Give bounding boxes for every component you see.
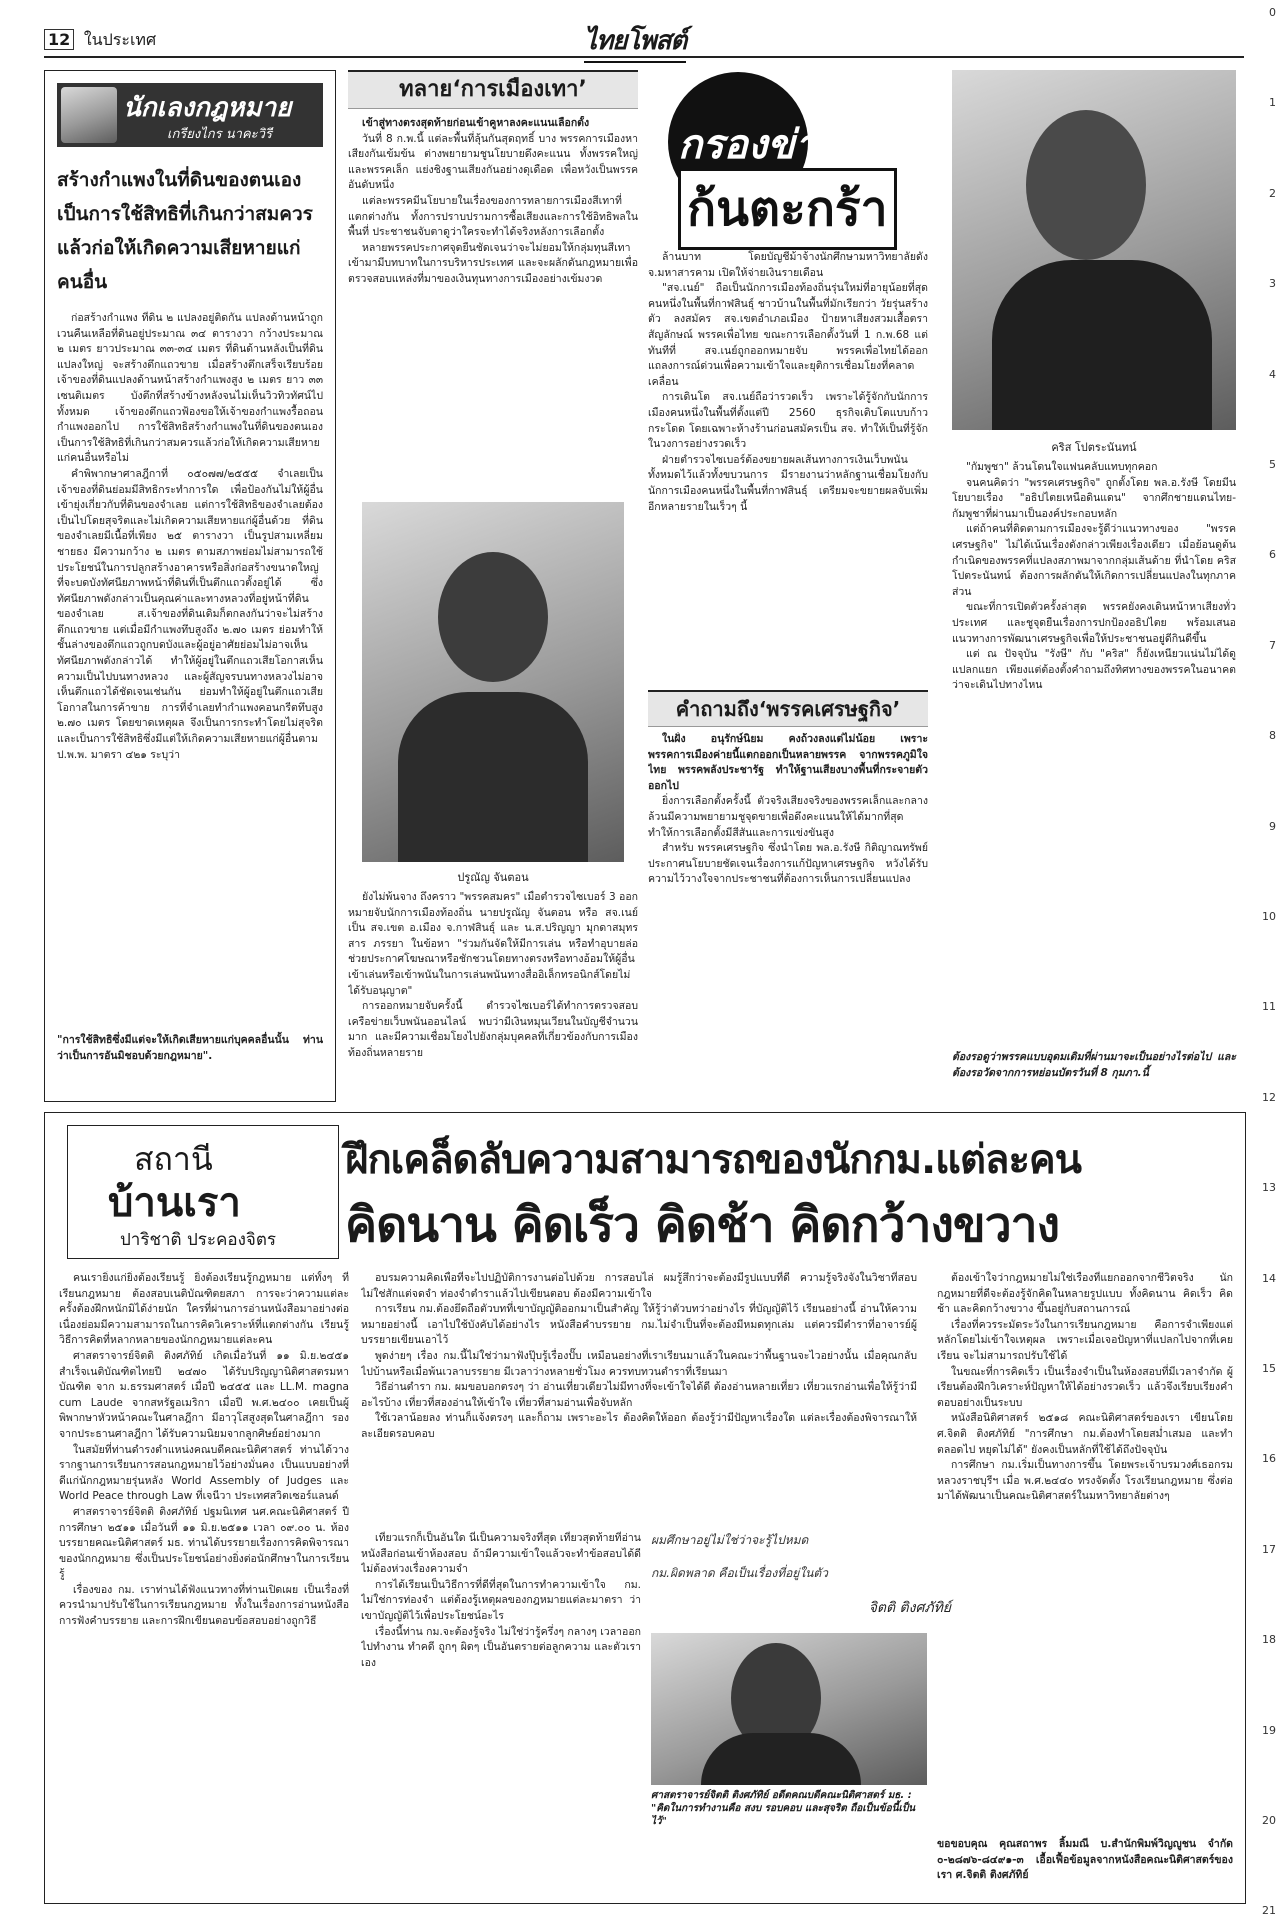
krong-khao-line1: กรองข่าว [678, 122, 840, 168]
suspect-photo-caption: ปรูณัญ จันตอน [457, 871, 529, 884]
article-para-5: การออกหมายจับครั้งนี้ ตำรวจไซเบอร์ได้ทำการตรวจสอบเครือข่ายเว็บพนันออนไลน์ พบว่ามีเงินหมุนเวียนในบัญชีจำนวนมาก และมีความเชื่อมโยงไปยังกลุ่มบุคคลที่เกี่ยวข้องกับการเมืองท้องถิ่นหลายราย [348, 1000, 638, 1059]
station-col2 [361, 1271, 917, 1521]
page-ruler [1256, 0, 1286, 1920]
lawyer-para-1: ก่อสร้างกำแพง ที่ดิน ๒ แปลงอยู่ติดกัน แปลงด้านหน้าถูกเวนคืนเหลือที่ดินอยู่ประมาณ ๓๔ ตารางวา กว้างประมาณ ๒ เมตร ยาวประมาณ ๓๓-๓๔ เมตร ที่ดินด้านหลังเป็นที่ดินแปลงใหญ่ จะสร้างตึกแถวขาย เมื่อสร้างตึกเสร็จเรียบร้อย เจ้าของที่ดินแปลงด้านหน้าสร้างกำแพงสูง ๒ เมตร ยาว ๓๓ เซนติเมตร บังตึกที่สร้างข้างหลังจนไม่เห็นวิวทิวทัศน์ไปทั้งหมด เจ้าของตึกแถวฟ้องขอให้เจ้าของกำแพงรื้อถอนกำแพงออกไป การใช้สิทธิสร้างกำแพงในที่ดินของตนเองเป็นการใช้สิทธิที่เกินกว่าสมควรแล้วก่อให้เกิดความเสียหายแก่คนอื่นหรือไม่ [57, 312, 323, 465]
article-gray-politics [348, 70, 638, 1100]
note-line-1: ผมศึกษาอยู่ไม่ใช่ว่าจะรู้ไปหมด [651, 1533, 809, 1547]
station-col1-para-5: เรื่องของ กม. เราท่านได้ฟังแนวทางที่ท่านเปิดเผย เป็นเรื่องที่ควรนำมาปรับใช้ในการเรียนกฎหมาย ทั้งในเรื่องการอ่านหนังสือ การฟังคำบรรยาย และการฝึกเขียนตอบข้อสอบอย่างถูกวิธี [59, 1583, 349, 1628]
station-box-main: บ้านเรา [108, 1179, 241, 1226]
section-name: ในประเทศ [83, 30, 157, 49]
banner-author: เกรียงไกร นาคะวิรี [167, 127, 272, 142]
ruler-mark: 2 [1269, 186, 1276, 200]
ruler-mark: 7 [1269, 638, 1276, 652]
station-col2-para-5: ใช้เวลาน้อยลง ท่านก็แจ้งตรงๆ และก็ถาม เพราะอะไร ต้องคิดให้ออก ต้องรู้ว่ามีปัญหาเรื่องใด แต่ละเรื่องต้องพิจารณาให้ละเอียดรอบคอบ [361, 1412, 917, 1440]
article-para-3: หลายพรรคประกาศจุดยืนชัดเจนว่าจะไม่ยอมให้กลุ่มทุนสีเทาเข้ามามีบทบาทในการบริหารประเทศ และจะผลักดันกฎหมายเพื่อตรวจสอบแหล่งที่มาของเงินทุนทางการเมืองอย่างเข้มงวด [348, 241, 638, 285]
ruler-mark: 17 [1262, 1542, 1276, 1556]
suspect-photo [362, 502, 624, 862]
ruler-mark: 10 [1262, 910, 1276, 923]
politician-caption: คริส โปตระนันทน์ [1051, 441, 1137, 454]
article-lead: เข้าสู่ทางตรงสุดท้ายก่อนเข้าคูหาลงคะแนนเลือกตั้ง [362, 117, 590, 129]
note-signature: จิตติ ติงศภัทิย์ [868, 1600, 951, 1616]
ruler-mark: 3 [1269, 277, 1276, 291]
ruler-mark: 9 [1269, 819, 1276, 833]
handwritten-note [651, 1531, 951, 1627]
ruler-mark: 20 [1262, 1814, 1276, 1827]
page-number: 12 [44, 29, 74, 50]
station-section [44, 1112, 1246, 1904]
ruler-mark: 1 [1269, 96, 1276, 110]
lawyer-para-2: คำพิพากษาศาลฎีกาที่ ๐๕๐๗๗/๒๕๕๕ จำเลยเป็นเจ้าของที่ดินย่อมมีสิทธิกระทำการใด เพื่อป้องกันไม่ให้ผู้อื่นเข้ายุ่งเกี่ยวกับที่ดินของจำเลย แต่การใช้สิทธิของจำเลยต้องเป็นไปโดยสุจริตและไม่เกิดความเสียหายแก่ผู้อื่นด้วย ที่ดินของจำเลยมีเนื้อที่เพียง ๒๕ ตารางวา เป็นรูปสามเหลี่ยมชายธง มีความกว้าง ๒ เมตร ตามสภาพย่อมไม่สามารถใช้ประโยชน์ในการปลูกสร้างอาคารหรือสิ่งก่อสร้างขนาดใหญ่ที่จะบดบังทัศนียภาพหน้าที่ดินที่เป็นตึกแถวตั้งอยู่ได้ ซึ่งทัศนียภาพดังกล่าวเป็นคุณค่าและทางหลวงที่อยู่หน้าที่ดินของจำเลย ส.เจ้าของที่ดินเดิมก็ตกลงกันว่าจะไม่สร้างตึกแถวขาย แต่เมื่อมีกำแพงทึบสูงถึง ๒.๗๐ เมตร ย่อมทำให้ชั้นล่างของตึกแถวถูกบดบังและผู้อยู่อาศัยย่อมไม่อาจเห็นทัศนียภาพดังกล่าวได้ ทำให้ผู้อยู่ในตึกแถวเสียโอกาสเห็นความเป็นไปบนทางหลวง และผู้สัญจรบนทางหลวงไม่อาจเห็นตึกแถวได้ชัดเจนเช่นกัน ย่อมทำให้ผู้อยู่ในตึกแถวเสียโอกาสในการค้าขาย การที่จำเลยทำกำแพงคอนกรีตทึบสูง ๒.๗๐ เมตร โดยขาดเหตุผล จึงเป็นการกระทำโดยไม่สุจริต และเป็นการใช้สิทธิซึ่งมีแต่ให้เกิดความเสียหายแก่ผู้อื่นตาม ป.พ.พ. มาตรา ๔๒๑ ระบุว่า [57, 467, 323, 761]
econ-body [648, 732, 928, 1100]
station-col3-para-1: ต้องเข้าใจว่ากฎหมายไม่ใช่เรื่องที่แยกออกจากชีวิตจริง นักกฎหมายที่ดีจะต้องรู้จักคิดในหลายรูปแบบ ทั้งคิดนาน คิดเร็ว คิดช้า และคิดกว้างขวาง ขึ้นอยู่กับสถานการณ์ [937, 1272, 1233, 1316]
econ-col2 [952, 460, 1236, 1040]
tao-col2 [648, 250, 928, 680]
politician-photo [952, 70, 1236, 430]
ruler-mark: 12 [1262, 1090, 1276, 1104]
econ-col2-para-2: จนคนคิดว่า "พรรคเศรษฐกิจ" ถูกตั้งโดย พล.อ.รังษี โดยมีนโยบายเรื่อง "อธิปไตยเหนือดินแดน" จากศึกชายแดนไทย-กัมพูชาที่ผ่านมาเป็นองค์ประกอบหลัก [952, 476, 1236, 520]
econ-title: คำถามถึง‘พรรคเศรษฐกิจ’ [648, 690, 928, 727]
ruler-mark: 19 [1262, 1723, 1276, 1737]
station-col1-para-4: ศาสตราจารย์จิตติ ติงศภัทิย์ ปฐมนิเทศ นศ.คณะนิติศาสตร์ ปีการศึกษา ๒๕๑๑ เมื่อวันที่ ๑๑ มิ.ย.๒๕๑๑ เวลา ๐๙.๐๐ น. ห้องบรรยายคณะนิติศาสตร์ มธ. ท่านได้บรรยายเรื่องการคิดพิจารณาของนักกฎหมาย ซึ่งเป็นประโยชน์อย่างยิ่งต่อนักศึกษาในการเรียนรู้ [59, 1505, 349, 1581]
lawyer-banner [57, 83, 323, 147]
tao-col2-para-1: ล้านบาท โดยบัญชีม้าจ้างนักศึกษามหาวิทยาลัยดัง จ.มหาสารคาม เปิดให้จ่ายเงินรายเดือน [648, 251, 928, 279]
station-col3-para-3: ในขณะที่การคิดเร็ว เป็นเรื่องจำเป็นในห้องสอบที่มีเวลาจำกัด ผู้เรียนต้องฝึกวิเคราะห์ปัญหาให้ได้อย่างรวดเร็ว แล้วจึงเรียบเรียงคำตอบอย่างเป็นระบบ [937, 1365, 1233, 1409]
station-col3-para-4: หนังสือนิติศาสตร์ ๒๕๑๘ คณะนิติศาสตร์ของเรา เขียนโดย ศ.จิตติ ติงศภัทิย์ "การศึกษา กม.ต้องทำโดยสม่ำเสมอ และทำตลอดไป หยุดไม่ได้" ยังคงเป็นหลักที่ใช้ได้ถึงปัจจุบัน [937, 1412, 1233, 1456]
lawyer-headline: สร้างกำแพงในที่ดินของตนเองเป็นการใช้สิทธิที่เกินกว่าสมควรแล้วก่อให้เกิดความเสียหายแก่คนอื่น [57, 169, 313, 293]
econ-col2-para-5: แต่ ณ ปัจจุบัน "รังษี" กับ "คริส" ก็ยังเหนียวแน่นไม่ได้ดูแปลกแยก เพียงแต่ต้องตั้งคำถามถึงทิศทางของพรรคในอนาคตว่าจะเดินไปทางไหน [952, 648, 1236, 692]
article-body-2 [348, 890, 638, 1100]
krong-khao-logo [648, 72, 928, 242]
econ-closing: ต้องรอดูว่าพรรคแบบอุดมเดิมที่ผ่านมาจะเป็นอย่างไรต่อไป และต้องรอวัดจากการหย่อนบัตรวันที่ 8 กุมภา.นี้ [952, 1051, 1236, 1079]
tao-col2-para-2: "สจ.เนย์" ถือเป็นนักการเมืองท้องถิ่นรุ่นใหม่ที่อายุน้อยที่สุดคนหนึ่งในพื้นที่กาฬสินธุ์ ชาวบ้านในพื้นที่มักเรียกว่า วัยรุ่นสร้างตัว ลงสมัคร สจ.เขตอำเภอเมือง ป้ายหาเสียงสวมเสื้อตราสัญลักษณ์ พรรคเพื่อไทย ขณะการเลือกตั้งวันที่ 1 ก.พ.68 แต่ทันทีที่ สจ.เนย์ถูกออกหมายจับ พรรคเพื่อไทยได้ออกแถลงการณ์ด่วนเพื่อความเข้าใจและยุติการเชื่อมโยงที่คลาดเคลื่อน [648, 282, 928, 388]
ruler-mark: 4 [1269, 367, 1276, 381]
ruler-mark: 15 [1262, 1362, 1276, 1375]
station-col2-after [361, 1531, 641, 1891]
professor-caption: ศาสตราจารย์จิตติ ติงศภัทิย์ อดีตคณบดีคณะนิติศาสตร์ มธ. : "คิดในการทำงานคือ สงบ รอบคอบ และสุจริต ถือเป็นข้อนี้เป็นไว้" [651, 1790, 916, 1827]
krong-khao-line2: ก้นตะกร้า [678, 168, 897, 250]
station-col2-para-1: อบรมความคิดเพื่อที่จะไปปฏิบัติการงานต่อไปด้วย การสอบไล่ ผมรู้สึกว่าจะต้องมีรูปแบบที่ดี ความรู้จริงจังในวิชาที่สอบ ไม่ใช่สักแต่จดจำ ท่องจำตำราแล้วไปเขียนตอบ ต้องมีความเข้าใจ [361, 1272, 917, 1300]
station-col3-para-5: การศึกษา กม.เริ่มเป็นทางการขึ้น โดยพระเจ้าบรมวงศ์เธอกรมหลวงราชบุรีฯ เมื่อ พ.ศ.๒๔๔๐ ทรงจัดตั้ง โรงเรียนกฎหมาย ซึ่งต่อมาได้พัฒนาเป็นคณะนิติศาสตร์ในมหาวิทยาลัยต่างๆ [937, 1459, 1233, 1503]
ruler-mark: 18 [1262, 1633, 1276, 1647]
note-line-2: กม.ผิดพลาด คือเป็นเรื่องที่อยู่ในตัว [651, 1566, 828, 1580]
tao-col2-para-4: ฝ่ายตำรวจไซเบอร์ต้องขยายผลเส้นทางการเงินเว็บพนันทั้งหมดไว้แล้วทั้งขบวนการ มีรายงานว่าหลักฐานเชื่อมโยงกับนักการเมืองคนหนึ่งในพื้นที่กาฬสินธุ์ เตรียมจะขยายผลจับเพิ่มอีกหลายรายในเร็วๆ นี้ [648, 453, 928, 513]
station-author: ปาริชาติ ประคองจิตร [120, 1230, 277, 1250]
ruler-mark: 21 [1262, 1904, 1276, 1918]
econ-para-1: ในฝั่ง อนุรักษ์นิยม คงถ้วงลงแต่ไม่น้อย เพราะพรรคการเมืองค่ายนี้แตกออกเป็นหลายพรรค จากพรรคภูมิใจไทย พรรคพลังประชารัฐ ทำให้ฐานเสียงบางพื้นที่กระจายตัวออกไป [648, 733, 928, 792]
banner-title: นักเลงกฎหมาย [123, 93, 292, 123]
station-box-top: สถานี [134, 1140, 213, 1178]
station-col2-para-2: การเรียน กม.ต้องยึดถือตัวบทที่เขาบัญญัติออกมาเป็นสำคัญ ให้รู้ว่าตัวบทว่าอย่างไร ที่บัญญัติไว้ เรียนอย่างนี้ อ่านให้ความหมายอย่างนี้ เอาไปใช้บังคับได้อย่างไร หนังสือคำบรรยาย กม.ไม่จำเป็นที่จะต้องมีหมดทุกเล่ม แต่ควรมีตำราที่อาจารย์ผู้บรรยายเขียนเอาไว้ [361, 1303, 917, 1347]
ruler-mark: 11 [1262, 1000, 1276, 1014]
article-para-2: แต่ละพรรคมีนโยบายในเรื่องของการทลายการเมืองสีเทาที่แตกต่างกัน ทั้งการปราบปรามการซื้อเสียงและการใช้อิทธิพลในพื้นที่ ประชาชนจับตาดูว่าใครจะทำได้จริงหลังการเลือกตั้ง [348, 194, 638, 239]
station-headline-1: ฝึกเคล็ดลับความสามารถของนักกม.แต่ละคน [345, 1137, 1082, 1183]
econ-col2-para-4: ขณะที่การเปิดตัวครั้งล่าสุด พรรคยังคงเดินหน้าหาเสียงทั่วประเทศ และชูจุดยืนเรื่องการปกป้องอธิปไตย พร้อมเสนอแนวทางการพัฒนาเศรษฐกิจเพื่อให้ประชาชนอยู่ดีกินดีขึ้น [952, 601, 1236, 645]
econ-para-2: ยิ่งการเลือกตั้งครั้งนี้ ตัวจริงเสียงจริงของพรรคเล็กและกลาง ล้วนมีความพยายามชูจุดขายเพื่อดึงคะแนนให้ได้มากที่สุด ทำให้การเลือกตั้งมีสีสันและการแข่งขันสูง [648, 795, 928, 839]
professor-photo [651, 1633, 927, 1785]
tao-col2-para-3: การเดินโต สจ.เนย์ถือว่ารวดเร็ว เพราะได้รู้จักกับนักการเมืองคนหนึ่งในพื้นที่ตั้งแต่ปี 2560 ธุรกิจเติบโตแบบก้าวกระโดด โดยเฉพาะห้างร้านก่อนสมัครเป็น สจ. ทำให้เป็นที่รู้จักในวงการอย่างรวดเร็ว [648, 391, 928, 451]
station-credit: ขอขอบคุณ คุณสถาพร ลิ้มมณี บ.สำนักพิมพ์วิญญูชน จำกัด ๐-๒๘๗๖-๘๔๙๑-๓ เอื้อเฟื้อข้อมูลจากหนังสือคณะนิติศาสตร์ของเรา ศ.จิตติ ติงศภัทิย์ [937, 1838, 1233, 1882]
article-para-4: ยังไม่พ้นจาง ถึงคราว "พรรคสมคร" เมื่อตำรวจไซเบอร์ 3 ออกหมายจับนักการเมืองท้องถิ่น นายปรูณัญ จันตอน หรือ สจ.เนย์ เป็น สจ.เขต อ.เมือง จ.กาฬสินธุ์ และ น.ส.ปริญญา มุกดาสมุทรสาร ภรรยา ในข้อหา "ร่วมกันจัดให้มีการเล่น หรือทำอุบายล่อ ช่วยประกาศโฆษณาหรือชักชวนโดยทางตรงหรือทางอ้อมให้ผู้อื่นเข้าเล่นหรือเข้าพนันในการเล่นพนันทางสื่ออิเล็กทรอนิกส์โดยไม่ได้รับอนุญาต" [348, 891, 638, 997]
station-headline-2: คิดนาน คิดเร็ว คิดช้า คิดกว้างขวาง [345, 1197, 1060, 1253]
lawyer-body [57, 311, 323, 1021]
station-col2-after-para-1: เที่ยวแรกก็เป็นอันใด นี่เป็นความจริงที่สุด เที่ยวสุดท้ายที่อ่านหนังสือก่อนเข้าห้องสอบ ถ้ามีความเข้าใจแล้วจะทำข้อสอบได้ดี ไม่ต้องห่วงเรื่องความจำ [361, 1532, 641, 1576]
econ-para-3: สำหรับ พรรคเศรษฐกิจ ซึ่งนำโดย พล.อ.รังษี กิติญาณทรัพย์ ประกาศนโยบายชัดเจนเรื่องการแก้ปัญหาเศรษฐกิจ หวังได้รับความไว้วางใจจากประชาชนที่ต้องการเห็นการเปลี่ยนแปลง [648, 842, 928, 886]
station-col1-para-1: คนเรายิ่งแก่ยิ่งต้องเรียนรู้ ยิ่งต้องเรียนรู้กฎหมาย แต่ทั้งๆ ที่เรียนกฎหมาย ต้องสอบเนติบัณฑิตยสภา การจะว่าความแต่ละครั้งต้องฝึกหนักมิได้ง่ายนัก ใครที่ผ่านการอ่านหนังสือมาอย่างต่อเนื่องย่อมมีความสามารถในการคิดวิเคราะห์ที่แตกต่างกัน เรียนรู้วิธีการคิดที่หลากหลายของนักกฎหมายแต่ละคน [59, 1272, 349, 1347]
ruler-mark: 0 [1269, 6, 1276, 19]
station-col3 [937, 1271, 1233, 1831]
station-col2-para-4: วิธีอ่านตำรา กม. ผมขอบอกตรงๆ ว่า อ่านเที่ยวเดียวไม่มีทางที่จะเข้าใจได้ดี ต้องอ่านหลายเที่ยว เที่ยวแรกอ่านเพื่อให้รู้ว่ามีอะไรบ้าง เที่ยวที่สองอ่านให้เข้าใจ เที่ยวที่สามอ่านเพื่อจับหลัก [361, 1381, 917, 1409]
article-title: ทลาย‘การเมืองเทา’ [348, 70, 638, 109]
columnist-photo [61, 87, 117, 143]
ruler-mark: 14 [1262, 1271, 1276, 1285]
station-col2-after-para-2: การได้เรียนเป็นวิธีการที่ดีที่สุดในการทำความเข้าใจ กม. ไม่ใช่การท่องจำ แต่ต้องรู้เหตุผลของกฎหมายแต่ละมาตรา ว่าเขาบัญญัติไว้เพื่อประโยชน์อะไร [361, 1578, 641, 1622]
ruler-mark: 5 [1269, 458, 1276, 471]
station-col1 [59, 1271, 349, 1891]
station-box [67, 1125, 339, 1259]
ruler-mark: 16 [1262, 1452, 1276, 1466]
ruler-mark: 8 [1269, 729, 1276, 743]
station-col1-para-3: ในสมัยที่ท่านดำรงตำแหน่งคณบดีคณะนิติศาสตร์ ท่านได้วางรากฐานการเรียนการสอนกฎหมายไว้อย่างมั่นคง เป็นแบบอย่างที่ดีแก่นักกฎหมายรุ่นหลัง World Assembly of Judges และ World Peace through Law ที่เจนีวา ประเทศสวิตเซอร์แลนด์ [59, 1443, 349, 1503]
station-col3-para-2: เรื่องที่ควรระมัดระวังในการเรียนกฎหมาย คือการจำเพียงแต่หลักโดยไม่เข้าใจเหตุผล เพราะเมื่อเจอปัญหาที่แปลกไปจากที่เคยเรียน จะไม่สามารถปรับใช้ได้ [937, 1318, 1233, 1362]
station-col2-after-para-3: เรื่องนี้ท่าน กม.จะต้องรู้จริง ไม่ใช่ว่ารู้ครึ่งๆ กลางๆ เวลาออกไปทำงาน ทำคดี ถูกๆ ผิดๆ เป็นอันตรายต่อลูกความ และตัวเราเอง [361, 1625, 641, 1669]
econ-col2-para-3: แต่ถ้าคนที่ติดตามการเมืองจะรู้ดีว่าแนวทางของ "พรรคเศรษฐกิจ" ไม่ได้เน้นเรื่องดังกล่าวเพียงเรื่องเดียว เมื่อย้อนดูต้นกำเนิดของพรรคที่แปลงสภาพมาจากกลุ่มเส้นด้าย ที่นำโดย คริส โปตระนันทน์ ต้องการผลักดันให้เกิดการเปลี่ยนแปลงในทุกภาคส่วน [952, 523, 1236, 598]
lawyer-column [44, 70, 336, 1102]
station-col1-para-2: ศาสตราจารย์จิตติ ติงศภัทิย์ เกิดเมื่อวันที่ ๑๑ มิ.ย.๒๔๕๑ สำเร็จเนติบัณฑิตไทยปี ๒๔๗๐ ได้รับปริญญานิติศาสตรมหาบัณฑิต จาก ม.ธรรมศาสตร์ เมื่อปี ๒๔๕๕ และ LL.M. magna cum Laude จากสหรัฐอเมริกา เมื่อปี พ.ศ.๒๔๐๐ เคยเป็นผู้พิพากษาหัวหน้าคณะในศาลฎีกา มีอาวุโสสูงสุดในศาลฎีกา รองจากประธานศาลฎีกา ได้รับความนิยมจากลูกศิษย์อย่างมาก [59, 1349, 349, 1440]
page-header [44, 20, 1244, 56]
article-para-1: วันที่ 8 ก.พ.นี้ แต่ละพื้นที่ลุ้นกันสุดฤทธิ์ บาง พรรคการเมืองหาเสียงกันเข้มข้น ต่างพยายามชูนโยบายดึงคะแนน ทั้งพรรคใหญ่และพรรคเล็ก แย่งชิงฐานเสียงกันอย่างดุเดือด เพื่อหวังเป็นพรรคอันดับหนึ่ง [348, 132, 638, 192]
ruler-mark: 13 [1262, 1181, 1276, 1195]
econ-col2-para-1: "กัมพูชา" ล้วนโดนใจแฟนคลับแทบทุกคอก [966, 461, 1158, 473]
lawyer-closing: "การใช้สิทธิซึ่งมีแต่จะให้เกิดเสียหายแก่บุคคลอื่นนั้น ท่านว่าเป็นการอันมิชอบด้วยกฎหมาย". [57, 1034, 323, 1062]
header-rule [44, 56, 1244, 58]
article-lead-block [348, 116, 638, 492]
ruler-mark: 6 [1269, 548, 1276, 562]
masthead-logo: ไทยโพสต์ [584, 20, 686, 63]
station-col2-para-3: พูดง่ายๆ เรื่อง กม.นี้ไม่ใช่ว่ามาฟังปุ๊บรู้เรื่องปั๊บ เหมือนอย่างที่เราเรียนมาแล้วในคณะว่าพื้นฐานจะไวอย่างนั้น เมื่อคุณกลับไปบ้านหรือเมื่อพ้นเวลาบรรยาย มีเวลาว่างหลายชั่วโมง ควรทบทวนตำราที่เรียนมา [361, 1349, 917, 1378]
